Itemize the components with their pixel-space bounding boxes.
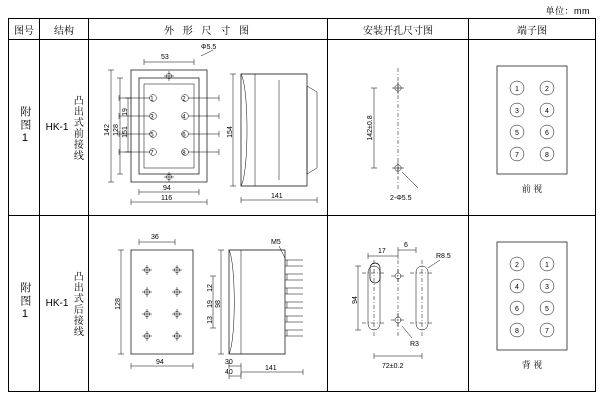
header-fig-no: 图号 (9, 19, 40, 40)
header-outline: 外 形 尺 寸 图 (89, 19, 328, 40)
terminal-drawing-1 (469, 40, 595, 215)
header-structure: 结构 (40, 19, 89, 40)
unit-note: 单位：mm (545, 6, 590, 16)
terminal-caption-2: 背 视 (521, 360, 543, 370)
cell-terminal-2 (469, 216, 596, 392)
dim-53: 53 (161, 54, 169, 61)
dim-13: 13 (207, 316, 214, 324)
model-label-1: HK-1 (45, 122, 69, 133)
terminal-num-2: 1 (545, 262, 549, 269)
terminal-num-8: 7 (545, 328, 549, 335)
header-mounting: 安装开孔尺寸图 (328, 19, 469, 40)
dim-72-tol: 72±0.2 (382, 363, 404, 370)
terminal-num-3: 4 (515, 284, 519, 291)
dim-19: 19 (122, 108, 129, 116)
cell-outline-2 (89, 216, 328, 392)
dim-141: 141 (271, 193, 283, 200)
terminal-num-7: 7 (515, 152, 519, 159)
header-terminal: 端子图 (469, 19, 596, 40)
pin-label-4: 4 (182, 114, 186, 121)
pin-label-8: 8 (182, 150, 186, 157)
dim-30: 30 (225, 359, 233, 366)
cell-structure-2 (40, 216, 89, 392)
pin-label-6: 6 (182, 132, 186, 139)
terminal-num-6: 5 (545, 306, 549, 313)
dim-19b: 19 (207, 300, 214, 308)
dim-154: 154 (227, 126, 234, 138)
terminal-num-5: 5 (515, 130, 519, 137)
pin-label-2: 2 (182, 96, 186, 103)
table-row (9, 216, 596, 392)
cell-fig-no-2 (9, 216, 40, 392)
structure-label-1: 凸出式前接线 (71, 94, 83, 161)
table-header-row (9, 19, 596, 40)
terminal-num-4: 4 (545, 108, 549, 115)
dim-128: 128 (113, 124, 120, 136)
fig-no-label-1: 附图1 (18, 106, 31, 146)
dim-r85: R8.5 (436, 253, 451, 260)
terminal-num-3: 3 (515, 108, 519, 115)
dim-128b: 128 (115, 298, 122, 310)
dim-142-tol: 142±0.8 (367, 115, 374, 141)
dim-116: 116 (161, 195, 173, 202)
pin-label-1: 1 (150, 96, 154, 103)
terminal-num-1: 2 (515, 262, 519, 269)
dim-94c: 94 (352, 296, 359, 304)
dim-142: 142 (104, 124, 111, 136)
dim-141b: 141 (265, 365, 277, 372)
dim-2-holes: 2-Φ5.5 (390, 195, 412, 202)
dim-151: 151 (122, 126, 129, 138)
terminal-num-8: 8 (545, 152, 549, 159)
terminal-num-5: 6 (515, 306, 519, 313)
terminal-num-4: 3 (545, 284, 549, 291)
dim-dia55: Φ5.5 (201, 44, 217, 51)
dim-94: 94 (163, 185, 171, 192)
dim-17: 17 (378, 248, 386, 255)
dim-6: 6 (404, 242, 408, 249)
dim-98: 98 (215, 300, 222, 308)
pin-label-7: 7 (150, 150, 154, 157)
terminal-num-7: 8 (515, 328, 519, 335)
cell-structure-1 (40, 40, 89, 216)
outline-drawing-1 (89, 40, 327, 215)
cell-outline-1 (89, 40, 328, 216)
dim-36: 36 (151, 234, 159, 241)
cell-fig-no-1 (9, 40, 40, 216)
structure-label-2: 凸出式后接线 (71, 270, 83, 337)
dim-40: 40 (225, 369, 233, 376)
terminal-num-2: 2 (545, 86, 549, 93)
terminal-num-1: 1 (515, 86, 519, 93)
terminal-drawing-2 (469, 216, 595, 391)
terminal-num-6: 6 (545, 130, 549, 137)
mounting-drawing-2 (328, 216, 468, 391)
pin-label-3: 3 (150, 114, 154, 121)
cell-terminal-1 (469, 40, 596, 216)
cell-mounting-1 (328, 40, 469, 216)
specification-table (8, 18, 596, 392)
dim-m5: M5 (271, 239, 281, 246)
table-row (9, 40, 596, 216)
mounting-drawing-1 (328, 40, 468, 215)
terminal-caption-1: 前 视 (521, 184, 543, 194)
dim-12: 12 (207, 284, 214, 292)
outline-drawing-2 (89, 216, 327, 391)
model-label-2: HK-1 (45, 298, 69, 309)
fig-no-label-2: 附图1 (18, 282, 31, 322)
pin-label-5: 5 (150, 132, 154, 139)
cell-mounting-2 (328, 216, 469, 392)
dim-94b: 94 (156, 359, 164, 366)
dim-r3: R3 (410, 341, 419, 348)
